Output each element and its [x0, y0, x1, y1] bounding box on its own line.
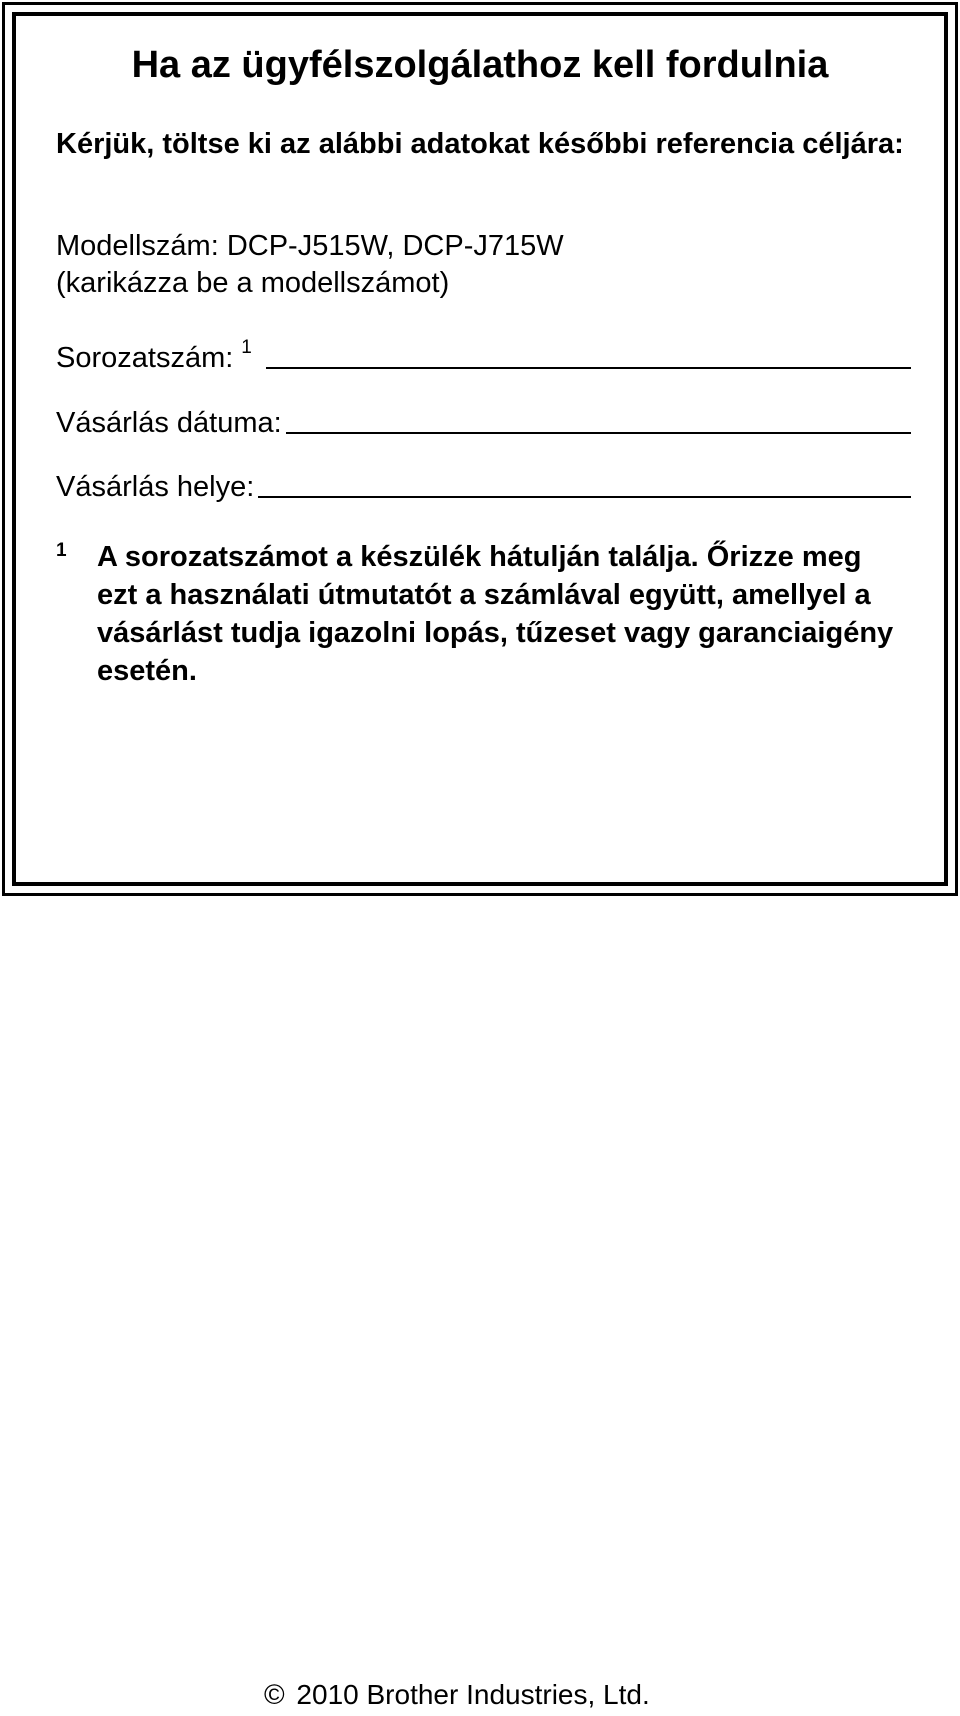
serial-footnote-ref: 1	[241, 337, 252, 358]
footnote	[56, 538, 936, 690]
serial-number-label	[56, 337, 252, 375]
footnote-mark: 1	[56, 540, 67, 561]
copyright-icon: ©	[264, 1679, 285, 1710]
info-box-frame	[2, 2, 958, 896]
copyright-text: 2010 Brother Industries, Ltd.	[296, 1679, 650, 1710]
page-title: Ha az ügyfélszolgálathoz kell fordulnia	[131, 44, 829, 86]
purchase-date-blank-line[interactable]	[286, 432, 911, 434]
purchase-place-blank-line[interactable]	[258, 496, 911, 498]
purchase-date-field	[56, 406, 911, 440]
copyright-notice	[264, 1679, 650, 1711]
purchase-place-field	[56, 470, 911, 504]
footnote-text: A sorozatszámot a készülék hátulján találja. Őrizze meg ezt a használati útmutatót a számlával együtt, amellyel a vásárlást tudja igazolni lopás, tűzeset vagy garanciaigény esetén.	[97, 541, 894, 687]
purchase-place-label: Vásárlás helye:	[56, 471, 255, 503]
serial-number-field	[56, 337, 911, 375]
serial-number-label-text: Sorozatszám:	[56, 342, 234, 374]
model-number-line: Modellszám: DCP-J515W, DCP-J715W	[56, 230, 564, 262]
serial-number-blank-line[interactable]	[266, 367, 911, 369]
model-number-instruction: (karikázza be a modellszámot)	[56, 267, 450, 299]
purchase-date-label: Vásárlás dátuma:	[56, 407, 282, 439]
model-number-block	[56, 228, 564, 302]
info-box	[12, 12, 948, 886]
intro-text: Kérjük, töltse ki az alábbi adatokat későbbi referencia céljára:	[56, 128, 904, 160]
